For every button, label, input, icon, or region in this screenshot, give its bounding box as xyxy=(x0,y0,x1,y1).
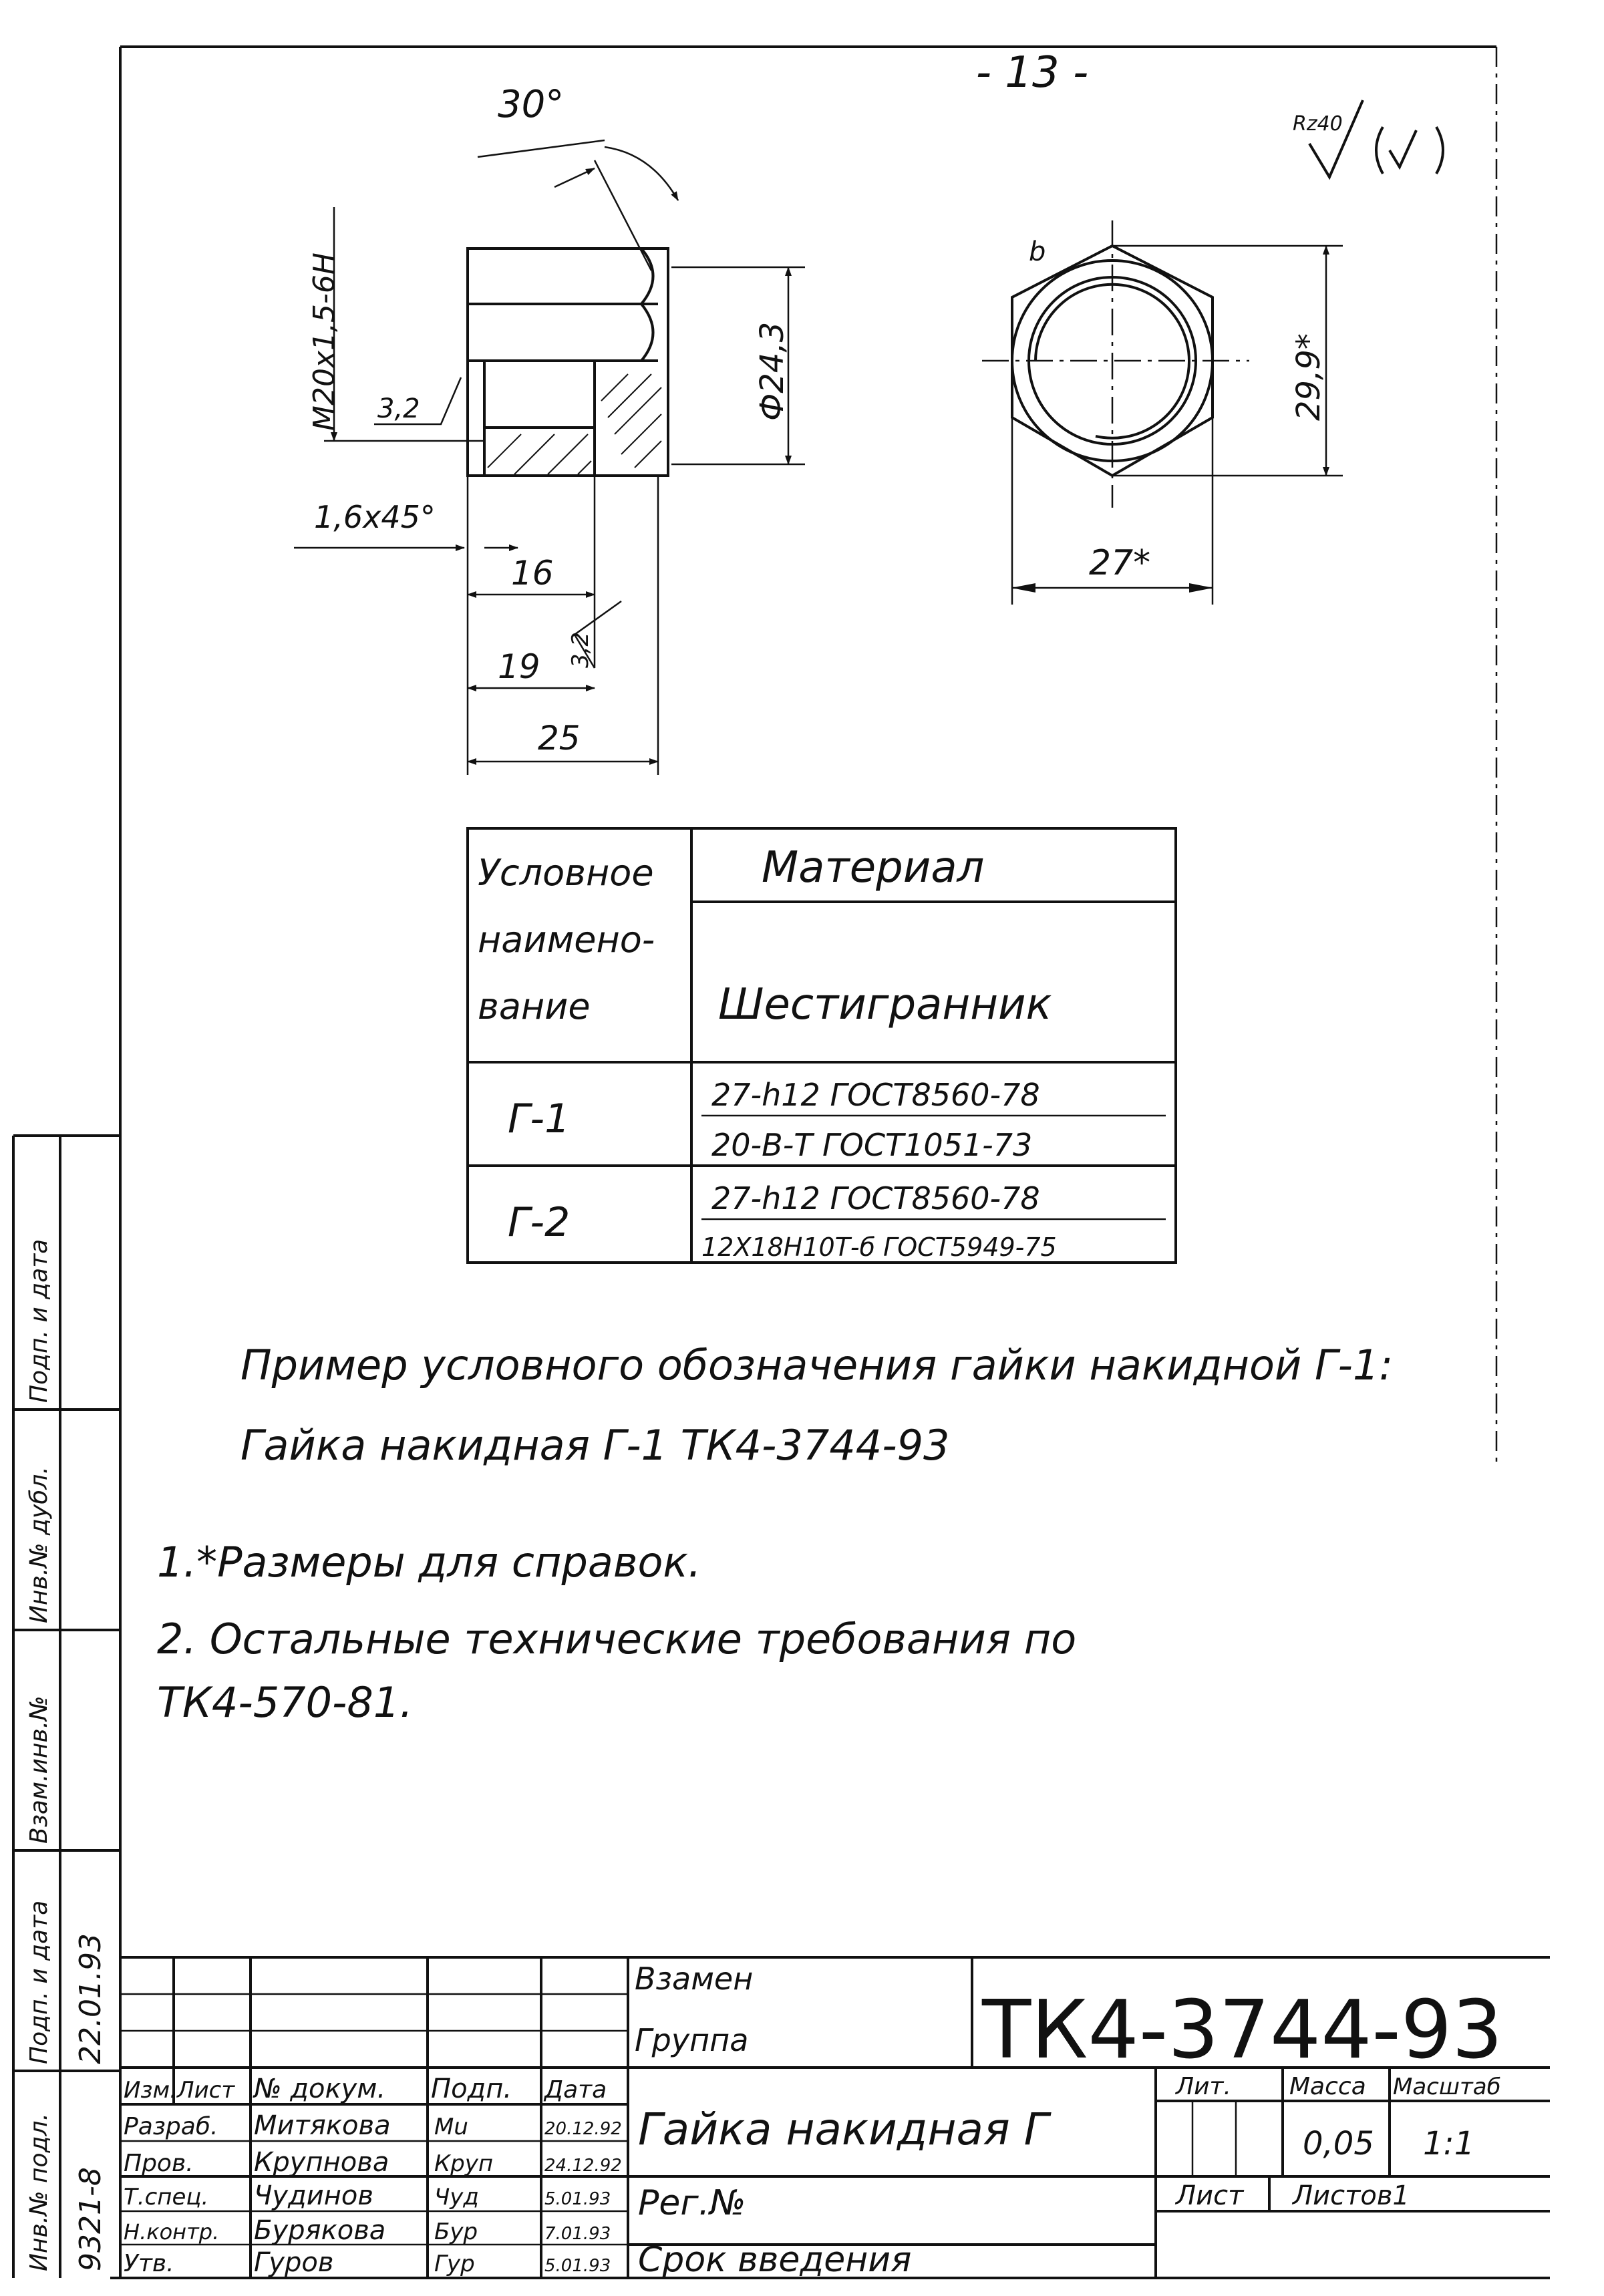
nut-side-view xyxy=(468,249,668,476)
chamfer-label: 1,6x45° xyxy=(314,499,436,535)
role-razrab: Разраб. xyxy=(124,2113,218,2140)
stamp-handwritten-date: 22.01.93 xyxy=(73,1933,108,2064)
row-g1-line1: 27-h12 ГОСТ8560-78 xyxy=(711,1077,1040,1113)
sign-utv: Гур xyxy=(434,2251,475,2277)
roughness-general-mark xyxy=(1293,100,1443,177)
note-1: 1.*Размеры для справок. xyxy=(157,1538,701,1587)
reg-label: Рег.№ xyxy=(638,2183,746,2223)
role-utv: Утв. xyxy=(124,2250,174,2277)
stamp-podp-date-1: Подп. и дата xyxy=(25,1900,53,2064)
replaces-label: Взамен xyxy=(635,1961,754,1997)
document-title: Гайка накидная Г xyxy=(638,2104,1049,2155)
stamp-handwritten-number: 9321-8 xyxy=(73,2167,108,2271)
table-sub-header: Шестигранник xyxy=(718,980,1052,1029)
nut-front-view xyxy=(982,220,1343,605)
role-tspec: Т.спец. xyxy=(124,2184,209,2210)
head-doc: № докум. xyxy=(254,2074,386,2104)
sheets-label: Листов1 xyxy=(1293,2180,1410,2211)
document-number: ТК4-3744-93 xyxy=(982,1984,1503,2077)
name-tspec: Чудинов xyxy=(254,2180,373,2211)
paren-left-icon xyxy=(1376,127,1383,174)
section-hatch xyxy=(488,374,661,474)
table-header-name-line3: вание xyxy=(478,985,591,1027)
row-g1-name: Г-1 xyxy=(508,1096,571,1142)
note-2a: 2. Остальные технические требования по xyxy=(157,1615,1077,1663)
row-g2-line1: 27-h12 ГОСТ8560-78 xyxy=(711,1180,1040,1216)
date-razrab: 20.12.92 xyxy=(544,2119,622,2139)
designation-line1: Пример условного обозначения гайки накидной Г-1: xyxy=(240,1341,1394,1389)
side-stamp xyxy=(13,1136,120,2278)
head-list: Лист xyxy=(177,2077,235,2104)
head-izm: Изм. xyxy=(124,2077,177,2104)
name-razrab: Митякова xyxy=(254,2110,391,2141)
roughness-small-check-icon xyxy=(1390,130,1416,167)
scale-label: Масштаб xyxy=(1393,2074,1501,2100)
date-nkontr: 7.01.93 xyxy=(544,2224,611,2244)
name-utv: Гуров xyxy=(254,2247,334,2278)
diameter-label: Ф24,3 xyxy=(754,321,791,421)
table-header-name-line2: наимено- xyxy=(478,919,655,961)
paren-right-icon xyxy=(1436,127,1443,174)
dim-16-label: 16 xyxy=(511,554,554,593)
page-number: - 13 - xyxy=(975,48,1089,98)
role-nkontr: Н.контр. xyxy=(124,2219,220,2245)
row-g2-name: Г-2 xyxy=(508,1199,571,1246)
lit-label: Лит. xyxy=(1176,2073,1231,2100)
roughness-label: 3,2 xyxy=(377,393,420,424)
table-header-material: Материал xyxy=(762,843,985,892)
date-utv: 5.01.93 xyxy=(544,2256,611,2276)
mass-value: 0,05 xyxy=(1303,2125,1374,2162)
date-tspec: 5.01.93 xyxy=(544,2189,611,2209)
title-block xyxy=(120,1957,1550,2280)
stamp-podp-date-2: Подп. и дата xyxy=(25,1239,53,1403)
dim-19-label: 19 xyxy=(498,647,540,686)
edge-mark-label: b xyxy=(1029,236,1046,267)
head-sign: Подп. xyxy=(431,2074,512,2104)
stamp-vzam-inv: Взам.инв.№ xyxy=(25,1695,53,1844)
thread-label: M20x1,5-6H xyxy=(307,253,341,431)
role-prov: Пров. xyxy=(124,2150,194,2177)
designation-line2: Гайка накидная Г-1 ТК4-3744-93 xyxy=(240,1421,950,1470)
sign-nkontr: Бур xyxy=(434,2219,478,2245)
table-header-name-line1: Условное xyxy=(478,852,654,894)
dim-25-label: 25 xyxy=(538,719,581,758)
date-prov: 24.12.92 xyxy=(544,2156,622,2176)
stamp-inv-podl: Инв.№ подл. xyxy=(25,2113,53,2271)
roughness-b-label: 3,2 xyxy=(567,631,594,668)
across-flats-label: 27* xyxy=(1089,543,1151,583)
name-prov: Крупнова xyxy=(254,2147,389,2178)
sign-razrab: Mu xyxy=(434,2114,468,2140)
group-label: Группа xyxy=(635,2022,749,2058)
head-date: Дата xyxy=(544,2076,607,2104)
sheet-label: Лист xyxy=(1176,2180,1244,2211)
sign-tspec: Чуд xyxy=(434,2184,479,2210)
material-table xyxy=(468,828,1176,1263)
mass-label: Масса xyxy=(1289,2073,1366,2100)
across-corners-label: 29,9* xyxy=(1290,333,1327,421)
note-2b: ТК4-570-81. xyxy=(157,1678,414,1727)
intro-label: Срок введения xyxy=(638,2240,912,2280)
roughness-general-label: Rz40 xyxy=(1293,112,1343,136)
row-g1-line2: 20-В-Т ГОСТ1051-73 xyxy=(711,1127,1033,1163)
row-g2-line2: 12Х18Н10Т-б ГОСТ5949-75 xyxy=(701,1233,1057,1262)
angle-label: 30° xyxy=(498,83,565,126)
scale-value: 1:1 xyxy=(1423,2125,1475,2162)
name-nkontr: Бурякова xyxy=(254,2215,386,2246)
sign-prov: Круп xyxy=(434,2150,494,2177)
stamp-inv-dubl: Инв.№ дубл. xyxy=(25,1466,53,1623)
